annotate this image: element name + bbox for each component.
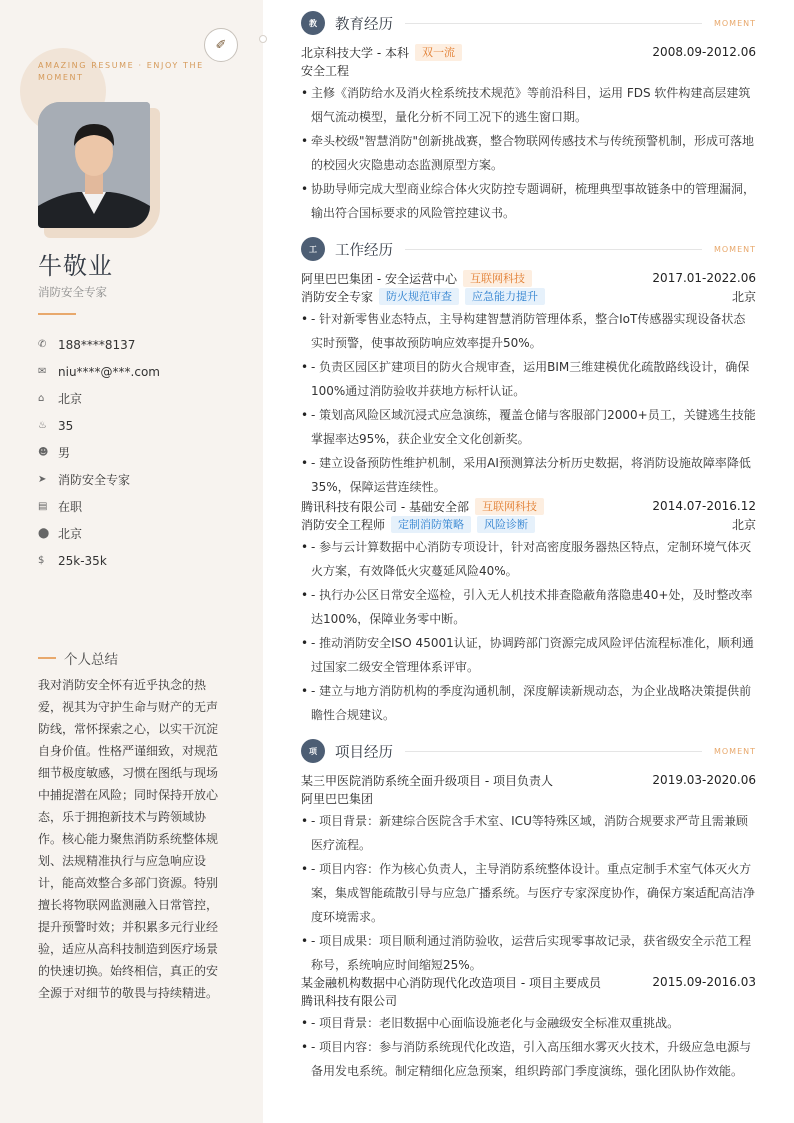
job-header-row bbox=[301, 269, 756, 287]
summary-text: 我对消防安全怀有近乎执念的热爱，视其为守护生命与财产的无声防线，常怀探索之心，以实干沉淀自身价值。性格严谨细致，对规范细节极度敏感，习惯在图纸与现场中捕捉潜在风险；同时保持开放心态，乐于拥抱新技术与跨领域协作。核心能力聚焦消防系统整体规划、法规精准执行与应急响应设计，能高效整合多部门资源。特别擅长将物联网监测融入日常管控，提升预警时效；并积累多元行业经验，适应从高科技制造到医疗场景的快速切换。始终相信，真正的安全源于对细节的敬畏与持续精进。 bbox=[38, 678, 219, 1000]
list-item: • 牵头校级"智慧消防"创新挑战赛，整合物联网传感技术与传统预警机制，形成可落地的校园火灾隐患动态监测原型方案。 bbox=[301, 129, 756, 177]
phone-icon: ✆ bbox=[38, 339, 47, 350]
phone-text: 188****8137 bbox=[58, 337, 136, 352]
education-date: 2008.09-2012.06 bbox=[652, 45, 756, 59]
contact-info-list bbox=[38, 331, 160, 574]
job-city: 北京 bbox=[731, 289, 756, 304]
decorative-dot bbox=[259, 35, 267, 43]
education-section-header bbox=[301, 10, 756, 36]
skill-tag: 防火规范审查 bbox=[379, 288, 459, 305]
project-name: 某三甲医院消防系统全面升级项目 - 项目负责人 bbox=[301, 773, 553, 788]
job-position: 消防安全专家 bbox=[301, 289, 374, 304]
project-header-row bbox=[301, 973, 756, 991]
info-target-role bbox=[38, 466, 160, 493]
project-entry-1 bbox=[301, 771, 756, 977]
project-bullets bbox=[301, 1011, 756, 1083]
school-tag: 双一流 bbox=[415, 44, 462, 61]
list-item: • - 建立设备预防性维护机制，采用AI预测算法分析历史数据，将消防设施故障率降低35%，保障运营连续性。 bbox=[301, 451, 756, 499]
info-salary bbox=[38, 547, 160, 574]
cake-icon: ♨ bbox=[38, 420, 47, 431]
summary-title: 个人总结 bbox=[64, 652, 118, 668]
list-item: • - 项目内容：作为核心负责人，主导消防系统整体设计。重点定制手术室气体灭火方案，集成智能疏散引导与应急广播系统。与医疗专家深度协作，确保方案适配高洁净度环境需求。 bbox=[301, 857, 756, 929]
section-divider bbox=[405, 751, 702, 752]
project-date: 2019.03-2020.06 bbox=[652, 773, 756, 787]
school-name: 北京科技大学 - 本科 bbox=[301, 45, 409, 60]
salary-icon: $ bbox=[38, 555, 45, 566]
sidebar bbox=[0, 0, 263, 1123]
company-name: 腾讯科技有限公司 - 基础安全部 bbox=[301, 499, 469, 514]
project-date: 2015.09-2016.03 bbox=[652, 975, 756, 989]
company-tag: 互联网科技 bbox=[463, 270, 532, 287]
project-header-row bbox=[301, 771, 756, 789]
list-item: • - 项目内容：参与消防系统现代化改造，引入高压细水雾灭火技术，升级应急电源与备用发电系统。制定精细化应急预案，组织跨部门季度演练，强化团队协作效能。 bbox=[301, 1035, 756, 1083]
project-section-header bbox=[301, 738, 756, 764]
summary-accent-bar bbox=[38, 657, 56, 659]
info-location bbox=[38, 520, 160, 547]
info-gender bbox=[38, 439, 160, 466]
section-moment-label: MOMENT bbox=[713, 18, 756, 28]
status-text: 在职 bbox=[58, 500, 83, 514]
education-row bbox=[301, 43, 756, 61]
job-date: 2014.07-2016.12 bbox=[652, 499, 756, 513]
project-bullets bbox=[301, 809, 756, 977]
person-role: 消防安全专家 bbox=[38, 285, 107, 299]
section-divider bbox=[405, 23, 702, 24]
mail-icon: ✉ bbox=[38, 366, 47, 377]
project-org: 腾讯科技有限公司 bbox=[301, 993, 398, 1008]
project-org: 阿里巴巴集团 bbox=[301, 791, 374, 806]
gender-text: 男 bbox=[58, 446, 71, 460]
list-item: • - 推动消防安全ISO 45001认证，协调跨部门资源完成风险评估流程标准化，顺利通过国家二级安全管理体系评审。 bbox=[301, 631, 756, 679]
project-title: 项目经历 bbox=[335, 744, 393, 761]
job-position: 消防安全工程师 bbox=[301, 517, 386, 532]
avatar bbox=[38, 102, 150, 228]
work-entry-1 bbox=[301, 269, 756, 499]
section-moment-label: MOMENT bbox=[713, 746, 756, 756]
job-bullets bbox=[301, 307, 756, 499]
project-entry-2 bbox=[301, 973, 756, 1083]
job-header-row bbox=[301, 497, 756, 515]
info-status bbox=[38, 493, 160, 520]
salary-text: 25k-35k bbox=[58, 553, 107, 568]
section-moment-label: MOMENT bbox=[713, 244, 756, 254]
project-name: 某金融机构数据中心消防现代化改造项目 - 项目主要成员 bbox=[301, 975, 601, 990]
project-org-row bbox=[301, 991, 756, 1009]
send-icon: ➤ bbox=[38, 474, 47, 485]
email-text: niu****@***.com bbox=[58, 364, 160, 379]
briefcase-icon: ▤ bbox=[38, 501, 48, 512]
skill-tag: 风险诊断 bbox=[477, 516, 535, 533]
project-org-row bbox=[301, 789, 756, 807]
work-section-header bbox=[301, 236, 756, 262]
work-entry-2 bbox=[301, 497, 756, 727]
list-item: • 协助导师完成大型商业综合体火灾防控专题调研，梳理典型事故链条中的管理漏洞，输出符合国标要求的风险管控建议书。 bbox=[301, 177, 756, 225]
job-position-row bbox=[301, 287, 756, 305]
list-item: • - 项目成果：项目顺利通过消防验收，运营后实现零事故记录，获省级安全示范工程称号，系统响应时间缩短25%。 bbox=[301, 929, 756, 977]
education-title: 教育经历 bbox=[335, 16, 393, 33]
major-row bbox=[301, 61, 756, 79]
info-phone bbox=[38, 331, 160, 358]
list-item: • - 策划高风险区域沉浸式应急演练，覆盖仓储与客服部门2000+员工，关键逃生技能掌握率达95%，获企业安全文化创新奖。 bbox=[301, 403, 756, 451]
home-icon: ⌂ bbox=[38, 393, 45, 404]
education-bullets bbox=[301, 81, 756, 225]
project-badge: 项 bbox=[301, 739, 325, 763]
pen-logo-icon: ✐ bbox=[204, 28, 238, 62]
work-title: 工作经历 bbox=[335, 242, 393, 259]
list-item: • - 负责区园区扩建项目的防火合规审查，运用BIM三维建模优化疏散路线设计，确保100%通过消防验收并获地方标杆认证。 bbox=[301, 355, 756, 403]
skill-tag: 应急能力提升 bbox=[465, 288, 545, 305]
job-date: 2017.01-2022.06 bbox=[652, 271, 756, 285]
job-position-row bbox=[301, 515, 756, 533]
location-pin-icon: ⬤ bbox=[38, 528, 50, 539]
accent-divider bbox=[38, 313, 76, 315]
target-role-text: 消防安全专家 bbox=[58, 473, 131, 487]
person-name: 牛敬业 bbox=[38, 252, 113, 280]
hometown-text: 北京 bbox=[58, 392, 83, 406]
list-item: • - 针对新零售业态特点，主导构建智慧消防管理体系，整合IoT传感器实现设备状态实时预警，使事故预防响应效率提升50%。 bbox=[301, 307, 756, 355]
company-tag: 互联网科技 bbox=[475, 498, 544, 515]
education-badge: 教 bbox=[301, 11, 325, 35]
list-item: • - 项目背景：新建综合医院含手术室、ICU等特殊区域，消防合规要求严苛且需兼顾医疗流程。 bbox=[301, 809, 756, 857]
list-item: • - 建立与地方消防机构的季度沟通机制，深度解读新规动态，为企业战略决策提供前瞻性合规建议。 bbox=[301, 679, 756, 727]
work-badge: 工 bbox=[301, 237, 325, 261]
education-entry bbox=[301, 43, 756, 225]
avatar-photo bbox=[38, 102, 150, 228]
location-text: 北京 bbox=[58, 527, 83, 541]
summary-heading bbox=[38, 648, 118, 668]
list-item: • 主修《消防给水及消火栓系统技术规范》等前沿科目，运用 FDS 软件构建高层建筑烟气流动模型，量化分析不同工况下的逃生窗口期。 bbox=[301, 81, 756, 129]
age-text: 35 bbox=[58, 418, 74, 433]
info-age bbox=[38, 412, 160, 439]
job-city: 北京 bbox=[731, 517, 756, 532]
company-name: 阿里巴巴集团 - 安全运营中心 bbox=[301, 271, 457, 286]
list-item: • - 项目背景：老旧数据中心面临设施老化与金融级安全标准双重挑战。 bbox=[301, 1011, 756, 1035]
skill-tag: 定制消防策略 bbox=[391, 516, 471, 533]
info-hometown bbox=[38, 385, 160, 412]
list-item: • - 参与云计算数据中心消防专项设计，针对高密度服务器热区特点，定制环境气体灭火方案，有效降低火灾蔓延风险40%。 bbox=[301, 535, 756, 583]
gender-icon: ☻ bbox=[38, 447, 49, 458]
job-bullets bbox=[301, 535, 756, 727]
list-item: • - 执行办公区日常安全巡检，引入无人机技术排查隐蔽角落隐患40+处，及时整改率达100%，保障业务零中断。 bbox=[301, 583, 756, 631]
major: 安全工程 bbox=[301, 63, 350, 78]
info-email bbox=[38, 358, 160, 385]
tagline: AMAZING RESUME · ENJOY THE MOMENT bbox=[38, 61, 204, 82]
section-divider bbox=[405, 249, 702, 250]
